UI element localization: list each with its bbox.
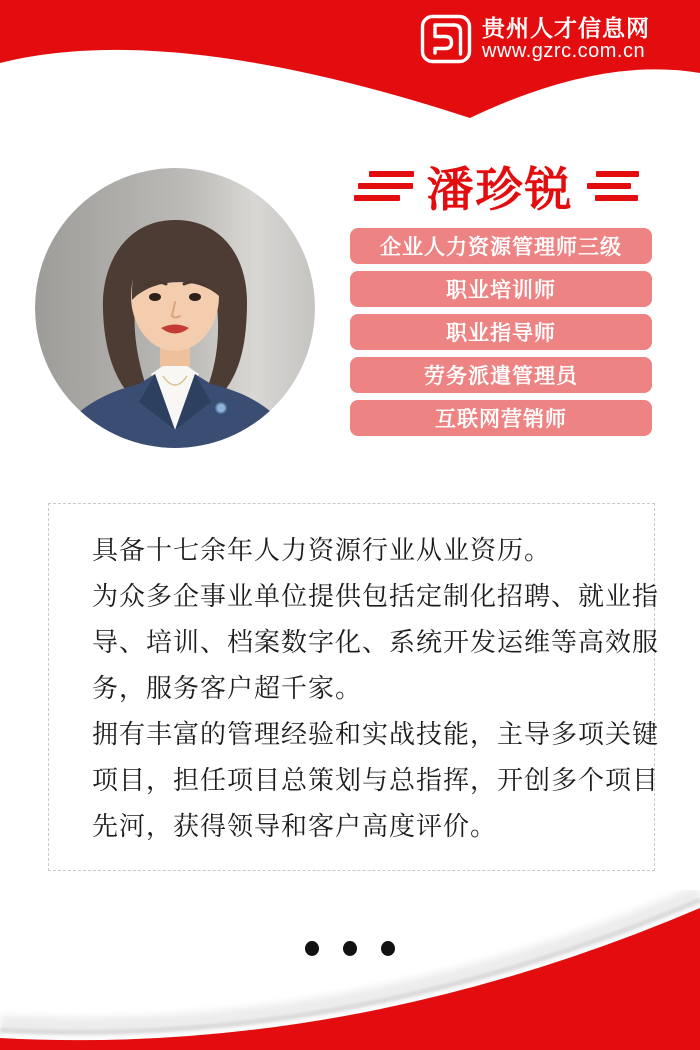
bio-box [48,503,660,871]
bio-line: 项目，担任项目总策划与总指挥，开创多个项目 [92,765,660,795]
bio-line: 务，服务客户超千家。 [92,673,363,703]
gzrc-logo-icon [420,14,472,64]
badge-labor-dispatch-admin: 劳务派遣管理员 [350,357,652,393]
badge-hr-manager-level3: 企业人力资源管理师三级 [350,228,652,264]
badge-vocational-trainer: 职业培训师 [350,271,652,307]
triple-bar-left-icon [354,171,414,201]
site-url: www.gzrc.com.cn [482,39,646,62]
brand-text [482,16,650,62]
bio-text [92,527,660,849]
bio-line: 拥有丰富的管理经验和实战技能，主导多项关键 [92,719,660,749]
brand-header [420,14,650,64]
badge-internet-marketer: 互联网营销师 [350,400,652,436]
name-row [338,156,662,216]
badge-career-counselor: 职业指导师 [350,314,652,350]
triple-bar-right-icon [587,171,647,201]
bio-line: 为众多企事业单位提供包括定制化招聘、就业指 [92,581,660,611]
site-name: 贵州人才信息网 [482,14,650,41]
bio-line: 具备十七余年人力资源行业从业资历。 [92,535,552,565]
credential-badges [350,228,652,436]
bio-line: 先河，获得领导和客户高度评价。 [92,811,498,841]
bio-line: 导、培训、档案数字化、系统开发运维等高效服 [92,627,660,657]
person-name: 潘珍锐 [426,162,574,216]
footer-wave-background [0,890,700,1050]
profile-photo [35,168,315,448]
